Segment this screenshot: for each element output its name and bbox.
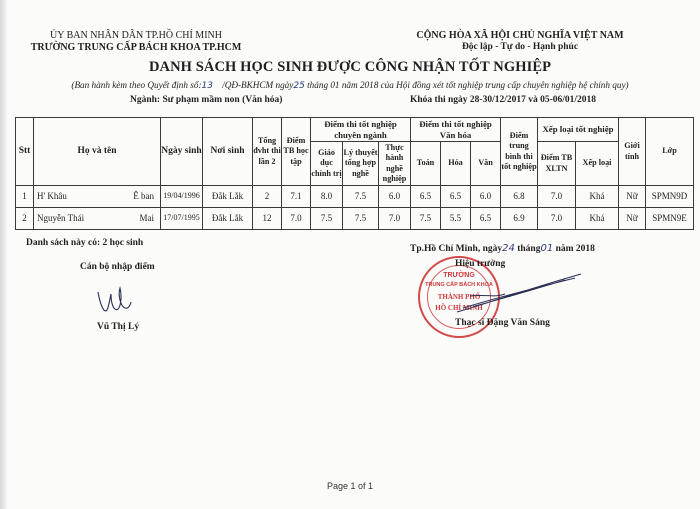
cell-gdct: 7.5 <box>311 208 343 230</box>
header-grad-avg: Điểm trung bình thi tốt nghiệp <box>501 118 538 186</box>
clerk-signature-icon <box>95 284 135 318</box>
cell-rank: Khá <box>576 208 619 230</box>
document-title: DANH SÁCH HỌC SINH ĐƯỢC CÔNG NHẬN TỐT NGHIỆP <box>148 59 552 75</box>
course-label: Khóa thi ngày 28-30/12/2017 và 05-06/01/2018 <box>410 95 597 105</box>
seal-line3: THÀNH PHỐ <box>437 293 481 301</box>
cell-stt: 1 <box>16 186 34 208</box>
cell-dob: 19/04/1996 <box>161 186 203 208</box>
sign-year: năm 2018 <box>555 244 595 254</box>
cell-dob: 17/07/1995 <box>161 208 203 230</box>
decision-number: 13 <box>201 81 213 91</box>
cell-van: 6.5 <box>471 208 501 230</box>
national-title: CỘNG HÒA XÃ HỘI CHỦ NGHĨA VIỆT NAM <box>416 30 624 41</box>
cell-rank: Khá <box>576 186 619 208</box>
subtitle-part2: /QĐ-BKHCM ngày <box>222 80 294 90</box>
header-ly-thuyet: Lý thuyết tổng hợp nghề <box>343 142 379 186</box>
scan-edge <box>0 0 7 509</box>
header-class: Lớp <box>646 118 694 186</box>
header-dob: Ngày sinh <box>161 118 203 186</box>
cell-toan: 7.5 <box>411 208 441 230</box>
sign-date <box>410 243 595 254</box>
header-stt: Stt <box>16 118 34 186</box>
cell-grad-avg: 6.8 <box>501 186 538 208</box>
header-gpa: Điểm TB học tập <box>282 118 311 186</box>
header-culture-exam-group: Điểm thi tốt nghiệp Văn hóa <box>411 118 501 142</box>
header-name: Họ và tên <box>34 118 161 186</box>
header-gender: Giới tính <box>619 118 646 186</box>
student-count: Danh sách này có: 2 học sinh <box>26 238 144 248</box>
cell-xltn: 7.0 <box>538 208 576 230</box>
cell-birthplace: Đắk Lắk <box>203 186 253 208</box>
cell-gdct: 8.0 <box>311 186 343 208</box>
header-rank: Xếp loại <box>576 142 619 186</box>
header-thuc-hanh: Thực hành nghề nghiệp <box>379 142 411 186</box>
cell-gpa: 7.1 <box>282 186 311 208</box>
cell-hoa: 5.5 <box>441 208 471 230</box>
cell-thuc-hanh: 6.0 <box>379 186 411 208</box>
cell-toan: 6.5 <box>411 186 441 208</box>
surname: Nguyễn Thái <box>37 213 85 224</box>
cell-class: SPMN9E <box>646 208 694 230</box>
table-row <box>16 186 694 208</box>
issuer-school: TRƯỜNG TRUNG CẤP BÁCH KHOA TP.HCM <box>30 42 242 53</box>
principal-title: Hiệu trưởng <box>455 259 506 269</box>
header-ranking-group: Xếp loại tốt nghiệp <box>538 118 619 142</box>
sign-month: 01 <box>540 243 554 254</box>
cell-van: 6.0 <box>471 186 501 208</box>
cell-name <box>34 186 161 208</box>
given-name: Ê ban <box>133 191 154 201</box>
principal-name: Thạc sĩ Đặng Văn Sáng <box>455 318 550 328</box>
cell-stt: 2 <box>16 208 34 230</box>
sign-month-label: tháng <box>517 244 541 254</box>
cell-hoa: 6.5 <box>441 186 471 208</box>
header-toan: Toán <box>411 142 441 186</box>
graduates-table <box>15 117 694 230</box>
cell-gender: Nữ <box>619 186 646 208</box>
clerk-name: Vũ Thị Lý <box>97 322 140 332</box>
principal-signature-icon <box>455 268 585 318</box>
header-birthplace: Nơi sinh <box>203 118 253 186</box>
header-total-credits: Tổng đvht thi lần 2 <box>253 118 282 186</box>
cell-gender: Nữ <box>619 208 646 230</box>
header-van: Văn <box>471 142 501 186</box>
cell-xltn: 7.0 <box>538 186 576 208</box>
cell-class: SPMN9D <box>646 186 694 208</box>
seal-line4: HỒ CHÍ MINH <box>435 304 483 312</box>
document-subtitle <box>0 80 700 91</box>
page-indicator: Page 1 of 1 <box>326 481 374 491</box>
header-xltn: Điểm TB XLTN <box>538 142 576 186</box>
subtitle-part3: tháng 01 năm 2018 của Hội đồng xét tốt nghiệp trung cấp chuyên nghiệp hệ chính quy) <box>307 80 629 90</box>
header-hoa: Hóa <box>441 142 471 186</box>
header-major-exam-group: Điểm thi tốt nghiệp chuyên ngành <box>311 118 411 142</box>
national-motto: Độc lập - Tự do - Hạnh phúc <box>461 42 579 52</box>
table-row <box>16 208 694 230</box>
cell-name <box>34 208 161 230</box>
clerk-title: Cán bộ nhập điểm <box>80 262 155 272</box>
cell-birthplace: Đắk Lắk <box>203 208 253 230</box>
cell-gpa: 7.0 <box>282 208 311 230</box>
major-label: Ngành: Sư phạm mầm non (Văn hóa) <box>130 95 283 105</box>
surname: H' Khâu <box>37 191 67 202</box>
cell-total-credits: 12 <box>253 208 282 230</box>
cell-ly-thuyet: 7.5 <box>343 186 379 208</box>
cell-ly-thuyet: 7.5 <box>343 208 379 230</box>
seal-line1: TRƯỜNG <box>443 272 475 279</box>
cell-total-credits: 2 <box>253 186 282 208</box>
sign-day: 24 <box>502 243 515 254</box>
seal-line2: TRUNG CẤP BÁCH KHOA <box>425 282 493 288</box>
subtitle-part1: (Ban hành kèm theo Quyết định số: <box>71 80 202 90</box>
cell-grad-avg: 6.9 <box>501 208 538 230</box>
given-name: Mai <box>139 213 154 223</box>
sign-place: Tp.Hồ Chí Minh, ngày <box>410 244 503 254</box>
decision-day: 25 <box>293 81 305 91</box>
cell-thuc-hanh: 7.0 <box>379 208 411 230</box>
issuer-authority: ỦY BAN NHÂN DÂN TP.HỒ CHÍ MINH <box>50 30 222 41</box>
header-gdct: Giáo dục chính trị <box>311 142 343 186</box>
